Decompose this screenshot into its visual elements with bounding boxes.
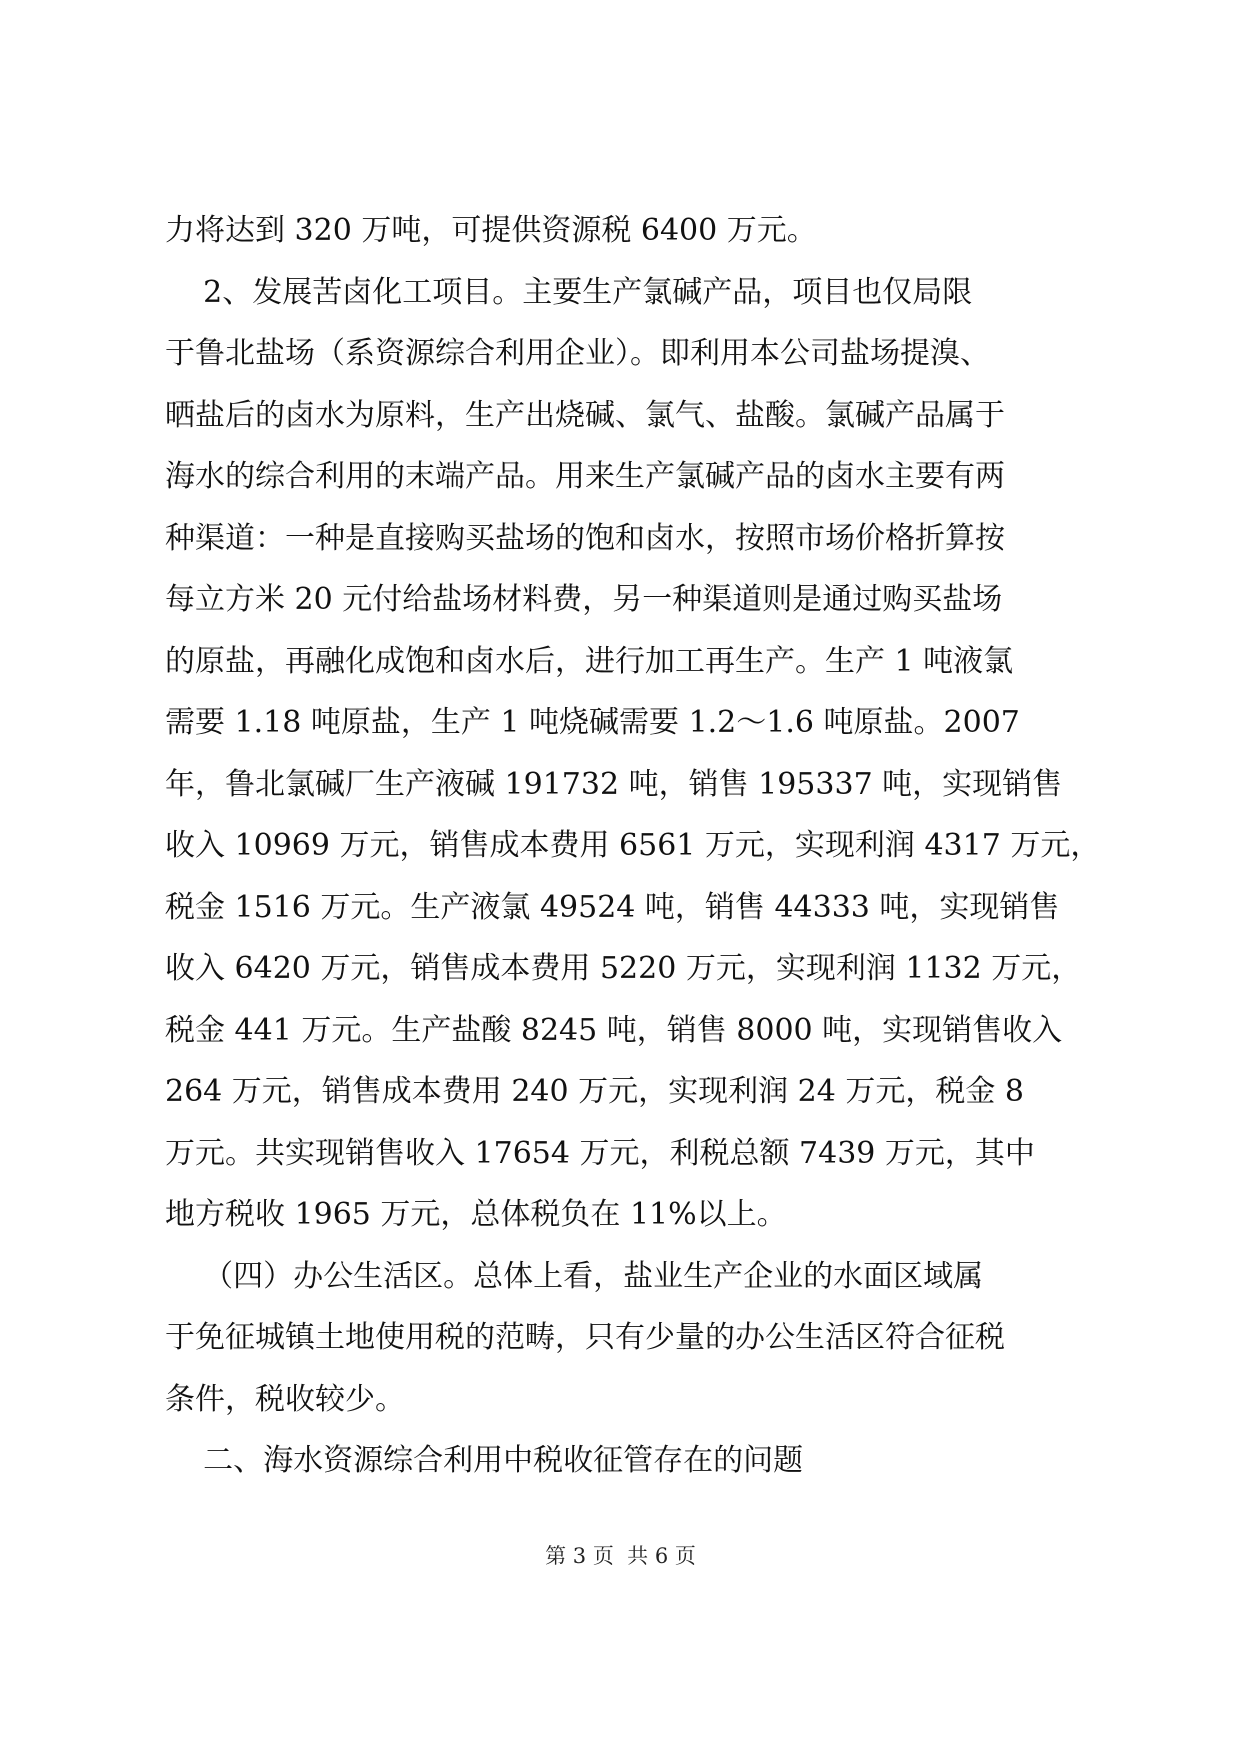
text-line: 收入 6420 万元，销售成本费用 5220 万元，实现利润 1132 万元， bbox=[165, 951, 1082, 986]
text-line: 的原盐，再融化成饱和卤水后，进行加工再生产。生产 1 吨液氯 bbox=[165, 643, 1014, 679]
text-line: 于免征城镇土地使用税的范畴，只有少量的办公生活区符合征税 bbox=[165, 1320, 1005, 1355]
text-line: 万元。共实现销售收入 17654 万元，利税总额 7439 万元，其中 bbox=[165, 1135, 1035, 1171]
text-line: 条件，税收较少。 bbox=[165, 1381, 405, 1417]
text-line: 于鲁北盐场（系资源综合利用企业）。即利用本公司盐场提溴、 bbox=[165, 336, 990, 371]
text-line: 种渠道：一种是直接购买盐场的饱和卤水，按照市场价格折算按 bbox=[165, 520, 1005, 556]
text-line: 地方税收 1965 万元，总体税负在 11%以上。 bbox=[165, 1197, 787, 1232]
text-line: 每立方米 20 元付给盐场材料费，另一种渠道则是通过购买盐场 bbox=[165, 582, 1003, 617]
text-line: 晒盐后的卤水为原料，生产出烧碱、氯气、盐酸。氯碱产品属于 bbox=[165, 397, 1005, 433]
document-body bbox=[165, 200, 1101, 1492]
page-footer: 第 3 页 共 6 页 bbox=[545, 1544, 696, 1568]
text-line: 收入 10969 万元，销售成本费用 6561 万元，实现利润 4317 万元， bbox=[165, 828, 1101, 863]
text-line: 2、发展苦卤化工项目。主要生产氯碱产品，项目也仅局限 bbox=[165, 274, 973, 310]
text-line: 税金 441 万元。生产盐酸 8245 吨，销售 8000 吨，实现销售收入 bbox=[165, 1012, 1063, 1048]
text-line: 264 万元，销售成本费用 240 万元，实现利润 24 万元，税金 8 bbox=[165, 1074, 1024, 1109]
text-line: （四）办公生活区。总体上看，盐业生产企业的水面区域属 bbox=[165, 1258, 984, 1294]
section-heading: 二、海水资源综合利用中税收征管存在的问题 bbox=[165, 1443, 804, 1478]
text-line: 税金 1516 万元。生产液氯 49524 吨，销售 44333 吨，实现销售 bbox=[165, 889, 1060, 925]
text-line: 力将达到 320 万吨，可提供资源税 6400 万元。 bbox=[165, 213, 817, 248]
text-line: 年，鲁北氯碱厂生产液碱 191732 吨，销售 195337 吨，实现销售 bbox=[165, 766, 1063, 802]
text-line: 海水的综合利用的末端产品。用来生产氯碱产品的卤水主要有两 bbox=[165, 459, 1005, 494]
text-line: 需要 1.18 吨原盐，生产 1 吨烧碱需要 1.2～1.6 吨原盐。2007 bbox=[165, 705, 1020, 740]
